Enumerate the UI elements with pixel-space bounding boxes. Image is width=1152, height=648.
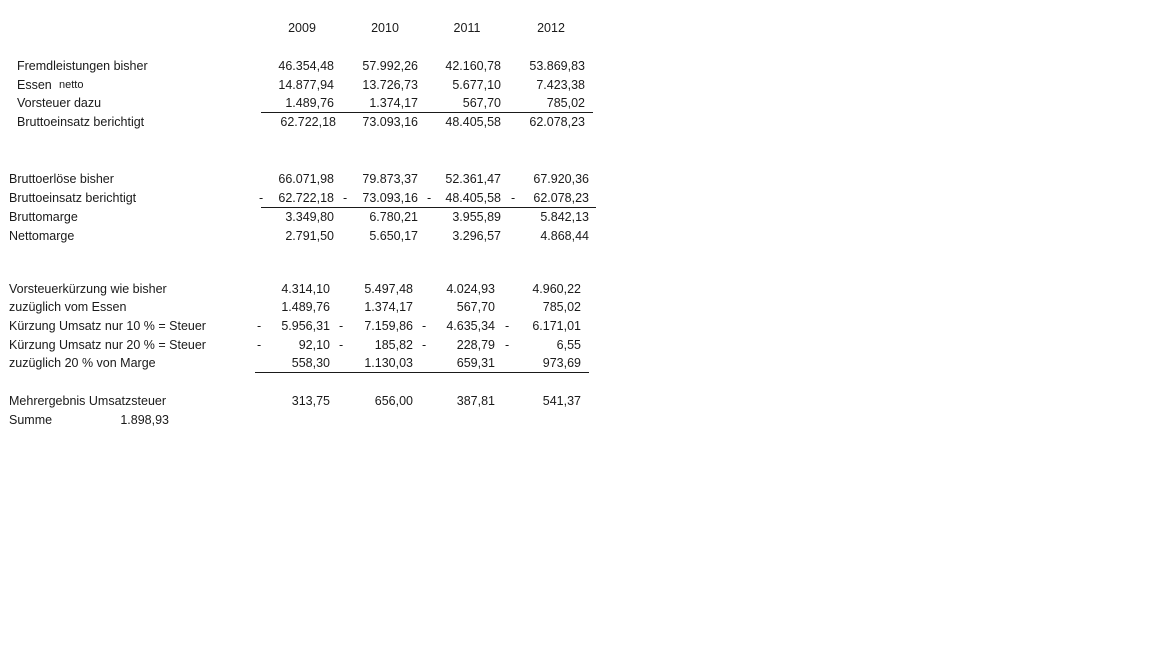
summe-label: Summe: [9, 413, 53, 427]
cell: 5.650,17: [369, 229, 418, 243]
cell: 2.791,50: [285, 229, 334, 243]
cell: 185,82: [374, 338, 413, 352]
cell: 1.374,17: [369, 96, 418, 110]
cell: 62.722,18: [280, 115, 336, 129]
cell: 5.497,48: [364, 282, 413, 296]
cell: 92,10: [298, 338, 330, 352]
cell: 57.992,26: [362, 59, 418, 73]
year-header-2009: 2009: [288, 21, 316, 35]
row-label-nettomarge: Nettomarge: [9, 229, 75, 243]
cell: 4.314,10: [281, 282, 330, 296]
row-label-bruttomarge: Bruttomarge: [9, 210, 78, 224]
row-label-vorsteuerkuerzung: Vorsteuerkürzung wie bisher: [9, 282, 167, 296]
cell: 53.869,83: [529, 59, 585, 73]
row-label-vorsteuer-dazu: Vorsteuer dazu: [17, 96, 102, 110]
year-header-2011: 2011: [453, 21, 481, 35]
row-label-zuzueglich-marge: zuzüglich 20 % von Marge: [9, 356, 156, 370]
minus-sign: -: [343, 191, 348, 205]
cell: 48.405,58: [445, 191, 501, 205]
cell: 79.873,37: [362, 172, 418, 186]
cell: 14.877,94: [278, 78, 334, 92]
cell: 228,79: [456, 338, 495, 352]
cell: 62.078,23: [533, 191, 589, 205]
cell: 6,55: [556, 338, 581, 352]
row-note-netto: netto: [59, 79, 84, 91]
subtotal-rule: [261, 207, 596, 208]
minus-sign: -: [511, 191, 516, 205]
cell: 785,02: [542, 300, 581, 314]
cell: 785,02: [546, 96, 585, 110]
minus-sign: -: [422, 319, 427, 333]
cell: 4.024,93: [446, 282, 495, 296]
minus-sign: -: [257, 319, 262, 333]
cell: 656,00: [374, 394, 413, 408]
cell: 1.130,03: [364, 356, 413, 370]
cell: 42.160,78: [445, 59, 501, 73]
cell: 7.159,86: [364, 319, 413, 333]
minus-sign: -: [505, 338, 510, 352]
cell: 66.071,98: [278, 172, 334, 186]
cell: 1.489,76: [285, 96, 334, 110]
row-label-essen: Essen: [17, 78, 52, 92]
cell: 541,37: [542, 394, 581, 408]
cell: 567,70: [456, 300, 495, 314]
cell: 7.423,38: [536, 78, 585, 92]
cell: 5.842,13: [540, 210, 589, 224]
row-label-bruttoeinsatz: Bruttoeinsatz berichtigt: [17, 115, 145, 129]
row-label-mehrergebnis: Mehrergebnis Umsatzsteuer: [9, 394, 167, 408]
cell: 48.405,58: [445, 115, 501, 129]
total-rule: [261, 112, 593, 113]
row-label-kuerzung-20: Kürzung Umsatz nur 20 % = Steuer: [9, 338, 206, 352]
cell: 4.635,34: [446, 319, 495, 333]
cell: 973,69: [542, 356, 581, 370]
minus-sign: -: [257, 338, 262, 352]
cell: 5.956,31: [281, 319, 330, 333]
cell: 558,30: [291, 356, 330, 370]
minus-sign: -: [339, 319, 344, 333]
cell: 6.780,21: [369, 210, 418, 224]
summe-value: 1.898,93: [120, 413, 169, 427]
cell: 313,75: [291, 394, 330, 408]
row-label-bruttoerloese: Bruttoerlöse bisher: [9, 172, 114, 186]
cell: 67.920,36: [533, 172, 589, 186]
cell: 4.960,22: [532, 282, 581, 296]
cell: 62.078,23: [529, 115, 585, 129]
minus-sign: -: [259, 191, 264, 205]
row-label-zuzueglich-essen: zuzüglich vom Essen: [9, 300, 127, 314]
cell: 46.354,48: [278, 59, 334, 73]
cell: 5.677,10: [452, 78, 501, 92]
cell: 62.722,18: [278, 191, 334, 205]
cell: 4.868,44: [540, 229, 589, 243]
year-header-2012: 2012: [537, 21, 565, 35]
minus-sign: -: [422, 338, 427, 352]
minus-sign: -: [427, 191, 432, 205]
cell: 3.349,80: [285, 210, 334, 224]
cell: 52.361,47: [445, 172, 501, 186]
cell: 73.093,16: [362, 115, 418, 129]
cell: 73.093,16: [362, 191, 418, 205]
cell: 1.374,17: [364, 300, 413, 314]
cell: 659,31: [456, 356, 495, 370]
cell: 387,81: [456, 394, 495, 408]
row-label-bruttoeinsatz-berichtigt: Bruttoeinsatz berichtigt: [9, 191, 137, 205]
cell: 3.296,57: [452, 229, 501, 243]
section3-rule: [255, 372, 589, 373]
minus-sign: -: [339, 338, 344, 352]
row-label-kuerzung-10: Kürzung Umsatz nur 10 % = Steuer: [9, 319, 206, 333]
cell: 3.955,89: [452, 210, 501, 224]
cell: 13.726,73: [362, 78, 418, 92]
minus-sign: -: [505, 319, 510, 333]
row-label-fremdleistungen: Fremdleistungen bisher: [17, 59, 148, 73]
cell: 6.171,01: [532, 319, 581, 333]
year-header-2010: 2010: [371, 21, 399, 35]
cell: 1.489,76: [281, 300, 330, 314]
cell: 567,70: [462, 96, 501, 110]
